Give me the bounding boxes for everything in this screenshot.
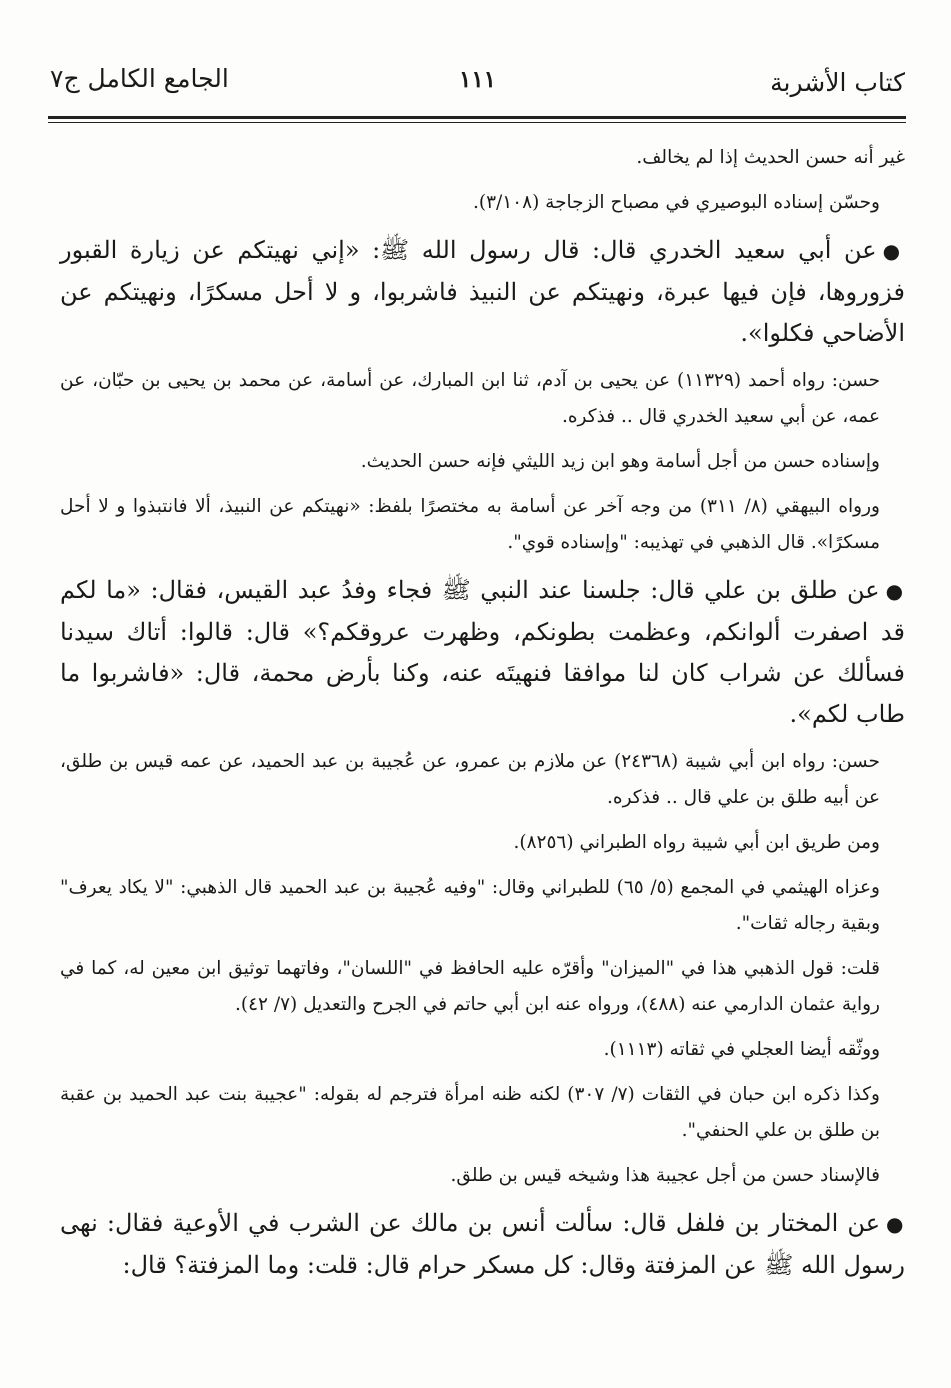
commentary-paragraph: [60, 744, 905, 816]
paragraph-text: وكذا ذكره ابن حبان في الثقات (٧/ ٣٠٧) لكنه ظنه امرأة فترجم له بقوله: "عجيبة بنت عبد الحميد بن عقبة بن طلق بن علي الحنفي".: [60, 1084, 880, 1141]
paragraph-text: قلت: قول الذهبي هذا في "الميزان" وأقرّه عليه الحافظ في "اللسان"، وفاتهما توثيق ابن معين له، كما في رواية عثمان الدارمي عنه (٤٨٨)، ورواه عنه ابن أبي حاتم في الجرح والتعديل (٧/ ٤٢).: [60, 958, 880, 1015]
commentary-paragraph: [60, 185, 905, 221]
commentary-paragraph: [60, 1158, 905, 1194]
book-title: الجامع الكامل ج٧: [50, 64, 229, 93]
paragraph-text: وإسناده حسن من أجل أسامة وهو ابن زيد الليثي فإنه حسن الحديث.: [360, 451, 880, 472]
commentary-paragraph: [60, 1032, 905, 1068]
paragraph-text: وعزاه الهيثمي في المجمع (٥/ ٦٥) للطبراني وقال: "وفيه عُجيبة بن عبد الحميد قال الذهبي: "لا يكاد يعرف" وبقية رجاله ثقات".: [60, 877, 880, 934]
bullet-icon: ●: [882, 239, 905, 263]
hadith-paragraph: [60, 570, 905, 735]
paragraph-text: فالإسناد حسن من أجل عجيبة هذا وشيخه قيس بن طلق.: [450, 1165, 880, 1186]
paragraph-text: عن المختار بن فلفل قال: سألت أنس بن مالك عن الشرب في الأوعية فقال: نهى رسول الله ﷺ عن المزفتة وقال: كل مسكر حرام قال: قلت: وما المزفتة؟ قال:: [60, 1209, 905, 1279]
hadith-paragraph: [60, 230, 905, 354]
bullet-icon: ●: [886, 1212, 905, 1236]
paragraph-text: ومن طريق ابن أبي شيبة رواه الطبراني (٨٢٥٦).: [513, 832, 880, 853]
paragraph-text: وحسّن إسناده البوصيري في مصباح الزجاجة (٣/١٠٨).: [472, 192, 880, 213]
paragraph-text: حسن: رواه أحمد (١١٣٢٩) عن يحيى بن آدم، ثنا ابن المبارك، عن أسامة، عن محمد بن يحيى بن حبّان، عن عمه، عن أبي سعيد الخدري قال .. فذكره.: [60, 370, 881, 427]
commentary-paragraph: [60, 951, 905, 1023]
hadith-paragraph: [60, 1203, 905, 1286]
commentary-paragraph: [60, 870, 905, 942]
paragraph-text: عن طلق بن علي قال: جلسنا عند النبي ﷺ فجاء وفدُ عبد القيس، فقال: «ما لكم قد اصفرت ألوانكم، وعظمت بطونكم، وظهرت عروقكم؟» قال: قالوا: أتاك سيدنا فسألك عن شراب كان لنا موافقا فنهيتَه عنه، وكنا بأرض محمة، قال: «فاشربوا ما طاب لكم».: [60, 576, 905, 728]
paragraph-text: عن أبي سعيد الخدري قال: قال رسول الله ﷺ: «إني نهيتكم عن زيارة القبور فزوروها، فإن فيها عبرة، ونهيتكم عن النبيذ فاشربوا، و لا أحل مسكرًا، ونهيتكم عن الأضاحي فكلوا».: [60, 236, 905, 347]
commentary-paragraph: [60, 140, 905, 176]
commentary-paragraph: [60, 825, 905, 861]
commentary-paragraph: [60, 489, 905, 561]
page-body: [60, 140, 905, 1295]
commentary-paragraph: [60, 1077, 905, 1149]
paragraph-text: غير أنه حسن الحديث إذا لم يخالف.: [636, 147, 905, 168]
paragraph-text: حسن: رواه ابن أبي شيبة (٢٤٣٦٨) عن ملازم بن عمرو، عن عُجيبة بن عبد الحميد، عن عمه قيس بن طلق، عن أبيه طلق بن علي قال .. فذكره.: [60, 751, 880, 808]
page-number: ١١١: [458, 66, 497, 93]
commentary-paragraph: [60, 444, 905, 480]
chapter-title: كتاب الأشربة: [770, 68, 905, 97]
paragraph-text: ورواه البيهقي (٨/ ٣١١) من وجه آخر عن أسامة به مختصرًا بلفظ: «نهيتكم عن النبيذ، ألا فانتبذوا و لا أحل مسكرًا». قال الذهبي في تهذيبه: "وإسناده قوي".: [60, 496, 880, 553]
header-rule: [48, 116, 906, 123]
page-header: [50, 62, 905, 110]
bullet-icon: ●: [885, 579, 905, 603]
commentary-paragraph: [60, 363, 905, 435]
paragraph-text: ووثّقه أيضا العجلي في ثقاته (١١١٣).: [603, 1039, 880, 1060]
